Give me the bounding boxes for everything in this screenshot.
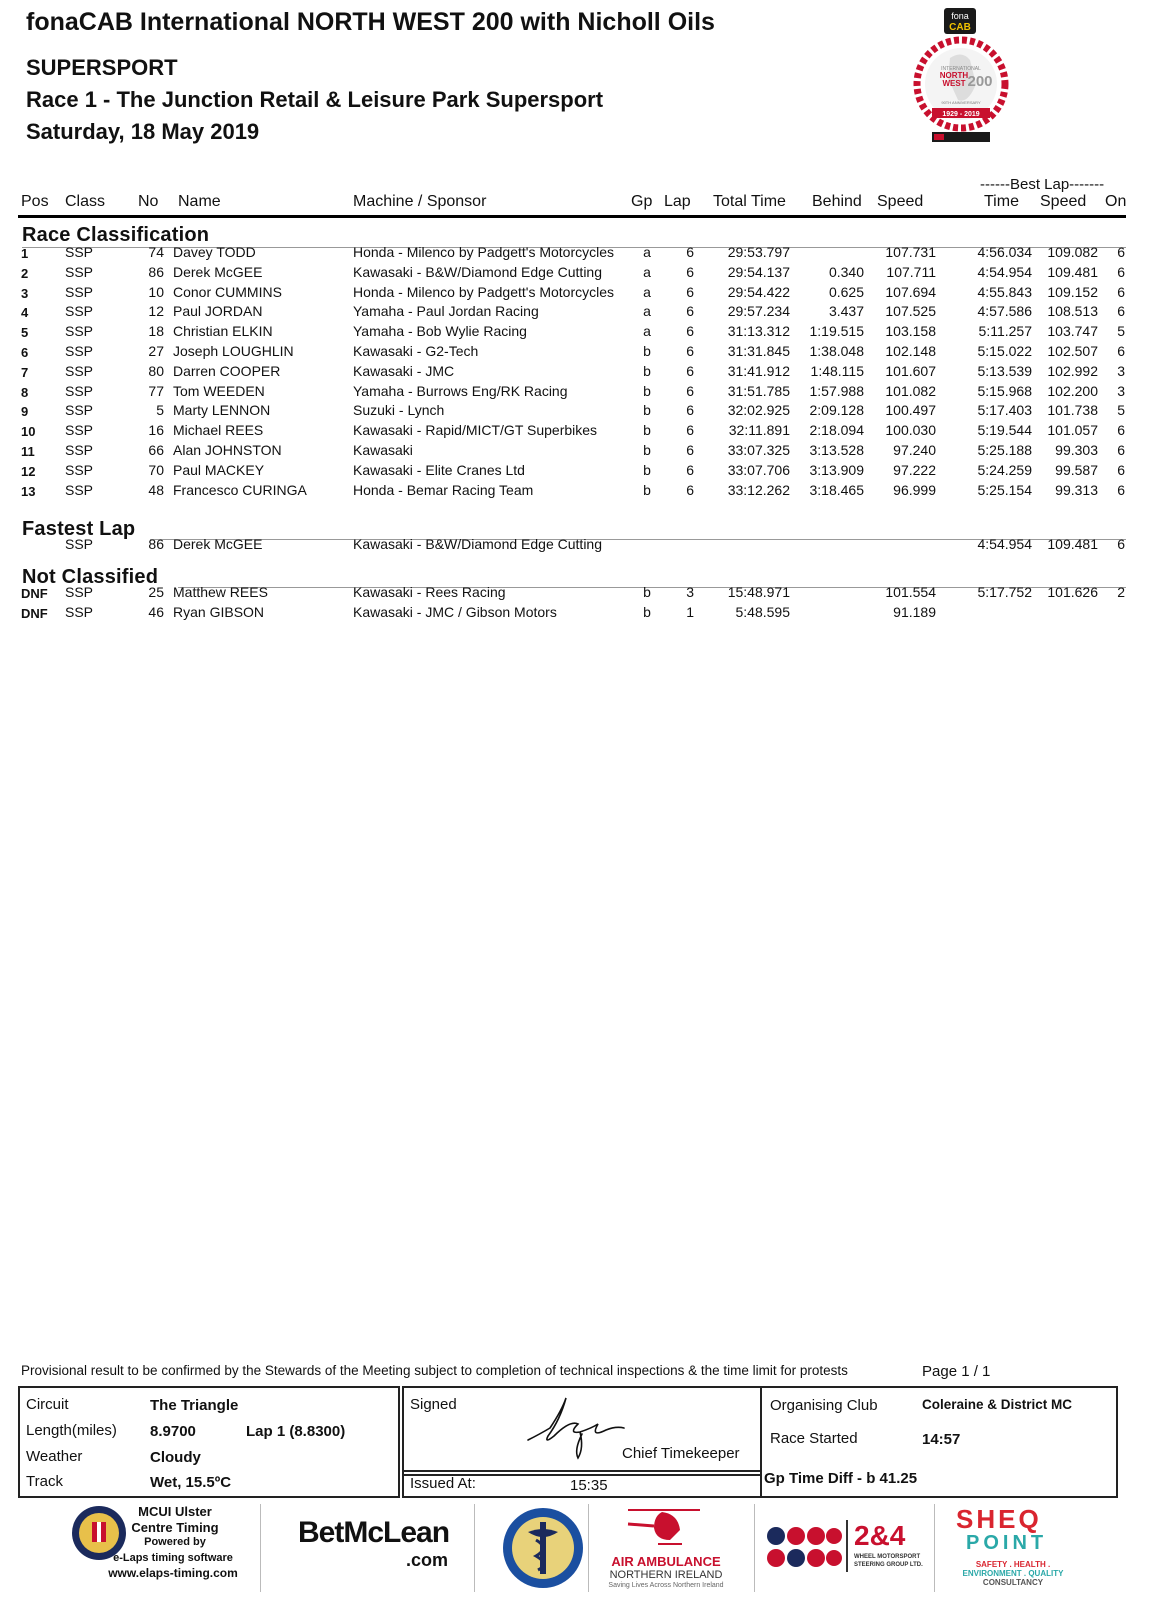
cell-best-lap-speed: 101.057 bbox=[1047, 422, 1098, 439]
cell-best-lap-on: 6 bbox=[1117, 481, 1125, 498]
col-behind: Behind bbox=[812, 193, 862, 210]
cell-best-lap-on: 6 bbox=[1117, 263, 1125, 280]
page-number: Page 1 / 1 bbox=[922, 1363, 991, 1380]
svg-text:fona: fona bbox=[951, 11, 969, 21]
cell-avg-speed: 100.497 bbox=[885, 402, 936, 419]
cell-best-lap-speed: 109.481 bbox=[1047, 536, 1098, 552]
cell-total-time: 29:57.234 bbox=[727, 303, 790, 320]
cell-position: 11 bbox=[21, 444, 35, 459]
cell-best-lap-time: 5:24.259 bbox=[977, 461, 1032, 478]
cell-group: a bbox=[643, 303, 651, 320]
cell-avg-speed: 103.158 bbox=[885, 323, 936, 340]
cell-best-lap-speed: 99.303 bbox=[1055, 442, 1098, 458]
cell-best-lap-time: 4:56.034 bbox=[977, 244, 1032, 260]
cell-class: SSP bbox=[65, 263, 94, 280]
cell-class: SSP bbox=[65, 343, 94, 359]
cell-group: a bbox=[643, 323, 651, 340]
cell-laps: 1 bbox=[686, 604, 694, 620]
cell-gap-behind: 0.340 bbox=[828, 263, 864, 280]
cell-best-lap-speed: 103.747 bbox=[1047, 323, 1098, 340]
cell-total-time: 15:48.971 bbox=[727, 584, 790, 600]
sheq-point-sponsor: SHEQ POINT SAFETY . HEALTH . ENVIRONMENT . QUALITY CONSULTANCY bbox=[956, 1504, 1064, 1587]
cell-position: 10 bbox=[21, 424, 36, 440]
mcui-sponsor: MCUI Ulster Centre Timing Powered by e-Laps timing software www.elaps-timing.com bbox=[18, 1500, 258, 1596]
cell-best-lap-speed: 102.507 bbox=[1047, 343, 1098, 359]
cell-best-lap-time: 5:25.188 bbox=[977, 442, 1032, 458]
cell-laps: 6 bbox=[686, 481, 694, 498]
cell-best-lap-on: 6 bbox=[1117, 283, 1125, 300]
cell-group: b bbox=[643, 362, 651, 379]
cell-gap-behind: 1:19.515 bbox=[809, 323, 864, 340]
cell-position: 13 bbox=[21, 483, 36, 499]
nw200-logo bbox=[910, 8, 1012, 146]
cell-position: DNF bbox=[21, 606, 48, 621]
cell-rider-name: Tom WEEDEN bbox=[173, 382, 265, 399]
cell-rider-name: Derek McGEE bbox=[173, 263, 263, 280]
cell-best-lap-time: 5:11.257 bbox=[978, 323, 1032, 340]
circuit-label: Circuit bbox=[26, 1396, 69, 1413]
cell-rider-name: Joseph LOUGHLIN bbox=[173, 343, 294, 359]
track-label: Track bbox=[26, 1473, 63, 1490]
table-row bbox=[0, 244, 1152, 264]
table-row bbox=[0, 303, 1152, 323]
col-pos: Pos bbox=[21, 193, 49, 210]
lap-length-value: Lap 1 (8.8300) bbox=[246, 1423, 346, 1440]
cell-laps: 6 bbox=[686, 422, 694, 439]
col-machine: Machine / Sponsor bbox=[353, 193, 487, 210]
length-label: Length(miles) bbox=[26, 1422, 117, 1439]
svg-text:NORTH: NORTH bbox=[939, 71, 969, 80]
table-row bbox=[0, 462, 1152, 482]
cell-class: SSP bbox=[65, 604, 94, 620]
section-fastest-lap: Fastest Lap bbox=[22, 518, 136, 540]
cell-avg-speed: 91.189 bbox=[893, 604, 936, 620]
cell-laps: 6 bbox=[686, 283, 694, 300]
cell-number: 86 bbox=[148, 263, 164, 280]
cell-rider-name: Francesco CURINGA bbox=[173, 481, 307, 498]
svg-text:WEST: WEST bbox=[942, 79, 966, 88]
cell-avg-speed: 101.607 bbox=[885, 362, 936, 379]
cell-rider-name: Ryan GIBSON bbox=[173, 604, 265, 620]
cell-avg-speed: 97.222 bbox=[893, 461, 936, 478]
cell-total-time: 5:48.595 bbox=[735, 604, 790, 620]
cell-class: SSP bbox=[65, 303, 94, 320]
section-race-classification: Race Classification bbox=[22, 224, 210, 246]
cell-best-lap-speed: 101.738 bbox=[1047, 402, 1098, 419]
cell-best-lap-on: 5 bbox=[1117, 323, 1125, 340]
table-row bbox=[0, 604, 1152, 624]
issued-label: Issued At: bbox=[410, 1475, 476, 1492]
chief-timekeeper-label: Chief Timekeeper bbox=[622, 1445, 740, 1462]
cell-group: b bbox=[643, 604, 651, 620]
col-best-lap-time: Time bbox=[984, 193, 1019, 210]
cell-rider-name: Derek McGEE bbox=[173, 536, 263, 552]
cell-group: b bbox=[643, 422, 651, 439]
cell-number: 27 bbox=[148, 343, 164, 359]
table-row bbox=[0, 536, 1152, 556]
cell-total-time: 32:02.925 bbox=[727, 402, 790, 419]
cell-group: b bbox=[643, 481, 651, 498]
cell-number: 12 bbox=[148, 303, 164, 320]
table-row bbox=[0, 343, 1152, 363]
cell-best-lap-speed: 109.082 bbox=[1047, 244, 1098, 260]
cell-gap-behind: 2:18.094 bbox=[809, 422, 864, 439]
col-on: On bbox=[1105, 193, 1127, 210]
circuit-value: The Triangle bbox=[150, 1397, 239, 1414]
cell-class: SSP bbox=[65, 362, 94, 379]
cell-position: 2 bbox=[21, 265, 29, 281]
table-row bbox=[0, 584, 1152, 604]
class-name: SUPERSPORT bbox=[26, 55, 178, 80]
table-row bbox=[0, 363, 1152, 383]
cell-total-time: 29:53.797 bbox=[727, 244, 790, 260]
cell-best-lap-time: 5:19.544 bbox=[977, 422, 1032, 439]
cell-position: 12 bbox=[21, 463, 36, 479]
cell-machine-sponsor: Kawasaki - B&W/Diamond Edge Cutting bbox=[353, 536, 602, 552]
cell-best-lap-on: 6 bbox=[1117, 244, 1125, 260]
cell-class: SSP bbox=[65, 481, 94, 498]
weather-label: Weather bbox=[26, 1448, 83, 1465]
table-row bbox=[0, 264, 1152, 284]
cell-number: 10 bbox=[148, 283, 164, 300]
cell-position: 5 bbox=[21, 325, 29, 341]
cell-total-time: 33:07.325 bbox=[727, 442, 790, 458]
race-started-label: Race Started bbox=[770, 1430, 858, 1447]
cell-machine-sponsor: Yamaha - Bob Wylie Racing bbox=[353, 323, 527, 340]
cell-machine-sponsor: Kawasaki - Rees Racing bbox=[353, 584, 506, 600]
track-value: Wet, 15.5ºC bbox=[150, 1474, 232, 1491]
cell-laps: 6 bbox=[686, 303, 694, 320]
cell-position: 6 bbox=[21, 345, 29, 360]
issued-value: 15:35 bbox=[570, 1477, 608, 1494]
cell-rider-name: Davey TODD bbox=[173, 244, 256, 260]
cell-machine-sponsor: Yamaha - Burrows Eng/RK Racing bbox=[353, 382, 568, 399]
cell-group: b bbox=[643, 461, 651, 478]
cell-laps: 6 bbox=[686, 323, 694, 340]
cell-machine-sponsor: Kawasaki - JMC / Gibson Motors bbox=[353, 604, 557, 620]
cell-group: b bbox=[643, 382, 651, 399]
cell-position: DNF bbox=[21, 586, 48, 601]
cell-class: SSP bbox=[65, 382, 94, 399]
cell-machine-sponsor: Kawasaki - Rapid/MICT/GT Superbikes bbox=[353, 422, 598, 439]
cell-class: SSP bbox=[65, 536, 94, 552]
cell-best-lap-on: 6 bbox=[1117, 536, 1125, 552]
header-rule bbox=[18, 215, 1126, 218]
table-row bbox=[0, 383, 1152, 403]
cell-machine-sponsor: Kawasaki - B&W/Diamond Edge Cutting bbox=[353, 263, 602, 280]
cell-machine-sponsor: Honda - Milenco by Padgett's Motorcycles bbox=[353, 244, 615, 260]
cell-group: a bbox=[643, 263, 651, 280]
cell-machine-sponsor: Suzuki - Lynch bbox=[353, 402, 445, 419]
cell-avg-speed: 100.030 bbox=[885, 422, 936, 439]
cell-best-lap-speed: 102.992 bbox=[1047, 362, 1098, 379]
cell-position: 3 bbox=[21, 285, 29, 301]
col-best-lap-speed: Speed bbox=[1040, 193, 1087, 210]
cell-avg-speed: 107.731 bbox=[885, 244, 936, 260]
cell-best-lap-speed: 109.152 bbox=[1047, 283, 1098, 300]
air-ambulance-sponsor: AIR AMBULANCE NORTHERN IRELAND Saving Lives Across Northern Ireland bbox=[596, 1500, 736, 1596]
cell-laps: 6 bbox=[686, 263, 694, 280]
cell-total-time: 31:51.785 bbox=[727, 382, 790, 399]
col-lap: Lap bbox=[664, 193, 691, 210]
cell-best-lap-time: 4:54.954 bbox=[977, 536, 1032, 552]
cell-laps: 6 bbox=[686, 461, 694, 478]
club-label: Organising Club bbox=[770, 1397, 878, 1414]
cell-best-lap-on: 6 bbox=[1117, 461, 1125, 478]
cell-best-lap-on: 3 bbox=[1117, 362, 1125, 379]
col-speed: Speed bbox=[877, 193, 924, 210]
cell-best-lap-on: 6 bbox=[1117, 422, 1125, 439]
cell-group: a bbox=[643, 283, 651, 300]
cell-class: SSP bbox=[65, 461, 94, 478]
cell-total-time: 29:54.422 bbox=[727, 283, 790, 300]
cell-rider-name: Matthew REES bbox=[173, 584, 268, 600]
cell-best-lap-time: 5:13.539 bbox=[977, 362, 1032, 379]
medical-team-badge-icon bbox=[498, 1500, 588, 1596]
document-title: fonaCAB International NORTH WEST 200 with Nicholl Oils bbox=[26, 8, 715, 36]
cell-gap-behind: 0.625 bbox=[828, 283, 864, 300]
cell-best-lap-speed: 102.200 bbox=[1047, 382, 1098, 399]
cell-rider-name: Darren COOPER bbox=[173, 362, 281, 379]
length-value: 8.9700 bbox=[150, 1423, 196, 1440]
cell-class: SSP bbox=[65, 283, 94, 300]
cell-best-lap-speed: 99.587 bbox=[1055, 461, 1098, 478]
svg-text:200: 200 bbox=[967, 73, 993, 90]
cell-rider-name: Michael REES bbox=[173, 422, 264, 439]
race-date: Saturday, 18 May 2019 bbox=[26, 119, 260, 144]
cell-best-lap-on: 5 bbox=[1117, 402, 1125, 419]
cell-rider-name: Paul MACKEY bbox=[173, 461, 265, 478]
cell-number: 80 bbox=[148, 362, 164, 379]
cell-best-lap-time: 4:54.954 bbox=[977, 263, 1032, 280]
cell-rider-name: Paul JORDAN bbox=[173, 303, 263, 320]
club-value: Coleraine & District MC bbox=[922, 1397, 1073, 1412]
table-row bbox=[0, 422, 1152, 442]
cell-best-lap-on: 6 bbox=[1117, 303, 1125, 320]
gp-time-diff: Gp Time Diff - b 41.25 bbox=[764, 1470, 918, 1487]
weather-value: Cloudy bbox=[150, 1449, 201, 1466]
cell-position: 9 bbox=[21, 404, 29, 420]
cell-laps: 6 bbox=[686, 362, 694, 379]
cell-avg-speed: 107.525 bbox=[885, 303, 936, 320]
cell-machine-sponsor: Kawasaki - G2-Tech bbox=[353, 343, 479, 359]
cell-position: 1 bbox=[21, 246, 29, 261]
cell-gap-behind: 1:57.988 bbox=[809, 382, 864, 399]
cell-group: b bbox=[643, 584, 651, 600]
cell-avg-speed: 102.148 bbox=[885, 343, 936, 359]
cell-avg-speed: 101.554 bbox=[885, 584, 936, 600]
cell-avg-speed: 96.999 bbox=[893, 481, 936, 498]
signed-label: Signed bbox=[410, 1396, 457, 1413]
svg-text:CAB: CAB bbox=[949, 22, 971, 33]
cell-class: SSP bbox=[65, 323, 94, 340]
cell-best-lap-time: 5:15.968 bbox=[977, 382, 1032, 399]
cell-number: 46 bbox=[148, 604, 164, 620]
cell-machine-sponsor: Honda - Milenco by Padgett's Motorcycles bbox=[353, 283, 615, 300]
best-lap-header: ------Best Lap------- bbox=[980, 176, 1105, 193]
col-name: Name bbox=[178, 193, 221, 210]
cell-position: 7 bbox=[21, 364, 29, 380]
cell-laps: 6 bbox=[686, 244, 694, 260]
cell-gap-behind: 3.437 bbox=[828, 303, 864, 320]
cell-class: SSP bbox=[65, 422, 94, 439]
cell-laps: 6 bbox=[686, 402, 694, 419]
cell-avg-speed: 101.082 bbox=[885, 382, 936, 399]
cell-position: 4 bbox=[21, 305, 29, 321]
cell-rider-name: Conor CUMMINS bbox=[173, 283, 282, 300]
cell-best-lap-on: 2 bbox=[1117, 584, 1125, 600]
cell-best-lap-time: 5:17.752 bbox=[977, 584, 1032, 600]
cell-total-time: 32:11.891 bbox=[728, 422, 790, 439]
cell-machine-sponsor: Kawasaki - Elite Cranes Ltd bbox=[353, 461, 525, 478]
cell-rider-name: Marty LENNON bbox=[173, 402, 271, 419]
cell-gap-behind: 3:18.465 bbox=[809, 481, 864, 498]
provisional-note: Provisional result to be confirmed by the Stewards of the Meeting subject to completion of technical inspections & the time limit for protests bbox=[21, 1363, 848, 1378]
cell-position: 8 bbox=[21, 384, 29, 400]
svg-text:INTERNATIONAL: INTERNATIONAL bbox=[941, 66, 981, 72]
sponsor-strip bbox=[18, 1500, 1126, 1600]
cell-group: b bbox=[643, 402, 651, 419]
table-row bbox=[0, 284, 1152, 304]
table-row bbox=[0, 402, 1152, 422]
svg-text:1929 - 2019: 1929 - 2019 bbox=[942, 111, 980, 118]
cell-total-time: 31:41.912 bbox=[727, 362, 790, 379]
cell-best-lap-speed: 109.481 bbox=[1047, 263, 1098, 280]
cell-number: 70 bbox=[148, 461, 164, 478]
cell-number: 77 bbox=[148, 382, 164, 399]
cell-number: 86 bbox=[148, 536, 164, 552]
race-title: Race 1 - The Junction Retail & Leisure Park Supersport bbox=[26, 87, 604, 112]
cell-gap-behind: 1:48.115 bbox=[810, 362, 864, 379]
cell-class: SSP bbox=[65, 442, 94, 458]
col-class: Class bbox=[65, 193, 106, 210]
cell-best-lap-time: 5:17.403 bbox=[977, 402, 1032, 419]
cell-avg-speed: 107.711 bbox=[886, 263, 936, 280]
cell-number: 5 bbox=[156, 402, 164, 419]
table-row bbox=[0, 323, 1152, 343]
col-no: No bbox=[138, 193, 159, 210]
cell-best-lap-time: 4:57.586 bbox=[977, 303, 1032, 320]
cell-class: SSP bbox=[65, 402, 94, 419]
cell-group: b bbox=[643, 343, 651, 359]
cell-avg-speed: 107.694 bbox=[885, 283, 936, 300]
betmclean-sponsor: BetMcLean .com bbox=[298, 1516, 450, 1570]
cell-class: SSP bbox=[65, 244, 94, 260]
cell-number: 74 bbox=[148, 244, 164, 260]
cell-number: 18 bbox=[148, 323, 164, 340]
cell-machine-sponsor: Honda - Bemar Racing Team bbox=[353, 481, 534, 498]
cell-class: SSP bbox=[65, 584, 94, 600]
cell-total-time: 33:12.262 bbox=[727, 481, 790, 498]
svg-text:90TH ANNIVERSARY: 90TH ANNIVERSARY bbox=[941, 100, 981, 105]
cell-best-lap-time: 5:25.154 bbox=[977, 481, 1032, 498]
two-four-sponsor: 2&4 WHEEL MOTORSPORT STEERING GROUP LTD. bbox=[766, 1500, 926, 1596]
cell-laps: 6 bbox=[686, 343, 694, 359]
cell-number: 16 bbox=[148, 422, 164, 439]
cell-best-lap-time: 4:55.843 bbox=[977, 283, 1032, 300]
cell-best-lap-on: 6 bbox=[1117, 442, 1125, 458]
cell-rider-name: Alan JOHNSTON bbox=[173, 442, 282, 458]
cell-group: a bbox=[643, 244, 651, 260]
section-not-classified: Not Classified bbox=[22, 566, 159, 588]
dots-icon bbox=[766, 1524, 842, 1572]
cell-laps: 6 bbox=[686, 382, 694, 399]
cell-best-lap-speed: 108.513 bbox=[1047, 303, 1098, 320]
col-total-time: Total Time bbox=[713, 193, 786, 210]
cell-total-time: 29:54.137 bbox=[727, 263, 790, 280]
cell-number: 66 bbox=[148, 442, 164, 458]
cell-gap-behind: 1:38.048 bbox=[809, 343, 864, 359]
cell-best-lap-speed: 101.626 bbox=[1047, 584, 1098, 600]
race-started-value: 14:57 bbox=[922, 1431, 961, 1448]
col-gp: Gp bbox=[631, 193, 653, 210]
cell-machine-sponsor: Kawasaki bbox=[353, 442, 413, 458]
cell-best-lap-on: 6 bbox=[1117, 343, 1125, 359]
table-row bbox=[0, 442, 1152, 462]
cell-number: 25 bbox=[148, 584, 164, 600]
cell-gap-behind: 3:13.528 bbox=[809, 442, 864, 458]
cell-total-time: 31:31.845 bbox=[727, 343, 790, 359]
cell-best-lap-on: 3 bbox=[1117, 382, 1125, 399]
cell-best-lap-time: 5:15.022 bbox=[977, 343, 1032, 359]
table-row bbox=[0, 482, 1152, 502]
helicopter-icon bbox=[618, 1502, 708, 1552]
cell-total-time: 33:07.706 bbox=[727, 461, 790, 478]
cell-total-time: 31:13.312 bbox=[727, 323, 790, 340]
cell-laps: 6 bbox=[686, 442, 694, 458]
cell-best-lap-speed: 99.313 bbox=[1055, 481, 1098, 498]
cell-machine-sponsor: Yamaha - Paul Jordan Racing bbox=[353, 303, 539, 320]
cell-rider-name: Christian ELKIN bbox=[173, 323, 273, 340]
cell-number: 48 bbox=[148, 481, 164, 498]
cell-machine-sponsor: Kawasaki - JMC bbox=[353, 362, 455, 379]
cell-laps: 3 bbox=[686, 584, 694, 600]
cell-gap-behind: 3:13.909 bbox=[809, 461, 864, 478]
cell-avg-speed: 97.240 bbox=[893, 442, 936, 458]
cell-gap-behind: 2:09.128 bbox=[809, 402, 864, 419]
cell-group: b bbox=[643, 442, 651, 458]
